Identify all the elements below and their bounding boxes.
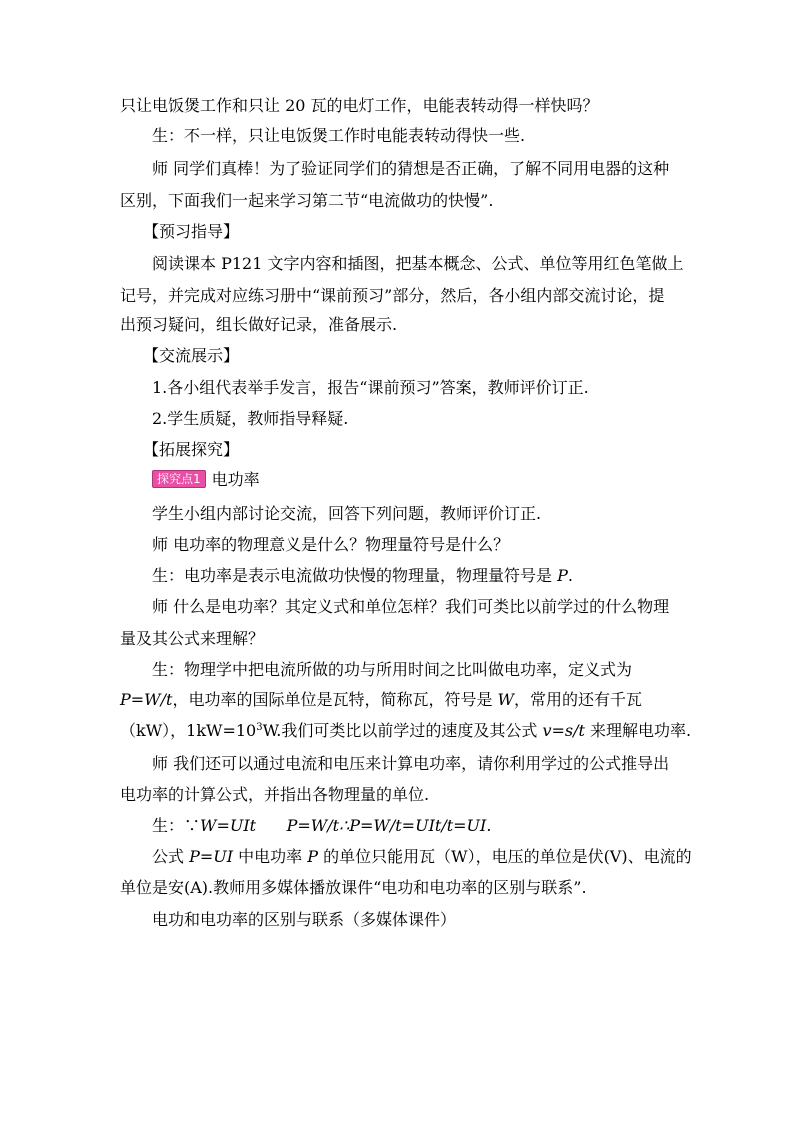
text-run: 来理解电功率. (584, 721, 692, 740)
paragraph-line: 师 同学们真棒！为了验证同学们的猜想是否正确，了解不同用电器的这种 (152, 159, 670, 178)
paragraph-line: 电功和电功率的区别与联系（多媒体课件） (152, 910, 457, 929)
formula-run: W=UIt (200, 816, 257, 835)
paragraph-line: 学生小组内部讨论交流，回答下列问题，教师评价订正. (152, 504, 542, 523)
superscript: 3 (256, 722, 263, 733)
paragraph-line: 区别，下面我们一起来学习第二节“电流做功的快慢”. (120, 191, 494, 210)
paragraph-line: 生：物理学中把电流所做的功与所用时间之比叫做电功率，定义式为 (152, 660, 633, 679)
text-run: 的单位只能用瓦（W），电压的单位是伏(V)、电流的 (318, 847, 692, 866)
formula-run: v=s/t (542, 721, 585, 740)
paragraph-line: 出预习疑问，组长做好记录，准备展示. (120, 315, 398, 334)
text-run: ，电功率的国际单位是瓦特，简称瓦，符号是 (172, 690, 498, 709)
text-run: 生：∵ (152, 816, 201, 835)
paragraph-line (120, 690, 642, 710)
paragraph-line (152, 847, 692, 867)
text-run: 生：电功率是表示电流做功快慢的物理量，物理量符号是 (152, 566, 558, 585)
section-heading-explore: 【拓展探究】 (143, 440, 240, 459)
formula-run: P=W/t∴P=W/t=UIt/t=UI (286, 816, 487, 835)
paragraph-line: 师 我们还可以通过电流和电压来计算电功率，请你利用学过的公式推导出 (152, 754, 670, 773)
text-run: ，常用的还有千瓦 (513, 690, 642, 709)
spacer (256, 816, 287, 835)
formula-line (152, 816, 491, 836)
text-run: W.我们可类比以前学过的速度及其公式 (262, 721, 543, 740)
symbol-run: W (497, 690, 514, 709)
explore-point-badge: 探究点1 (152, 470, 206, 488)
symbol-run: P (307, 847, 319, 866)
text-run: . (567, 566, 573, 585)
symbol-run: P (557, 566, 568, 585)
text-run: . (486, 816, 492, 835)
paragraph-line: 师 什么是电功率？其定义式和单位怎样？我们可类比以前学过的什么物理 (152, 597, 670, 616)
explore-point-title: 电功率 (211, 470, 260, 489)
paragraph-line (120, 721, 691, 741)
explore-point-row (152, 470, 260, 490)
formula-run: P=UI (189, 847, 234, 866)
paragraph-line: 电功率的计算公式，并指出各物理量的单位. (120, 785, 430, 804)
formula-run: P=W/t (120, 690, 173, 709)
list-item: 2.学生质疑，教师指导释疑. (152, 409, 349, 428)
section-heading-exchange: 【交流展示】 (143, 346, 240, 365)
paragraph-line: 师 电功率的物理意义是什么？物理量符号是什么？ (152, 535, 510, 554)
text-run: 中电功率 (233, 847, 308, 866)
list-item: 1.各小组代表举手发言，报告“课前预习”答案，教师评价订正. (152, 378, 589, 397)
paragraph-line: 生：不一样，只让电饭煲工作时电能表转动得快一些. (152, 126, 526, 145)
paragraph-line: 记号，并完成对应练习册中“课前预习”部分，然后，各小组内部交流讨论，提 (120, 286, 665, 305)
paragraph-line (152, 566, 573, 586)
paragraph-line: 量及其公式来理解？ (120, 629, 265, 648)
text-run: （kW），1kW=10 (120, 721, 257, 740)
section-heading-preview: 【预习指导】 (143, 222, 240, 241)
paragraph-line: 单位是安(A).教师用多媒体播放课件“电功和电功率的区别与联系”. (120, 878, 587, 897)
paragraph-line: 阅读课本 P121 文字内容和插图，把基本概念、公式、单位等用红色笔做上 (152, 254, 684, 273)
paragraph-line: 只让电饭煲工作和只让 20 瓦的电灯工作，电能表转动得一样快吗？ (120, 96, 599, 115)
text-run: 公式 (152, 847, 190, 866)
